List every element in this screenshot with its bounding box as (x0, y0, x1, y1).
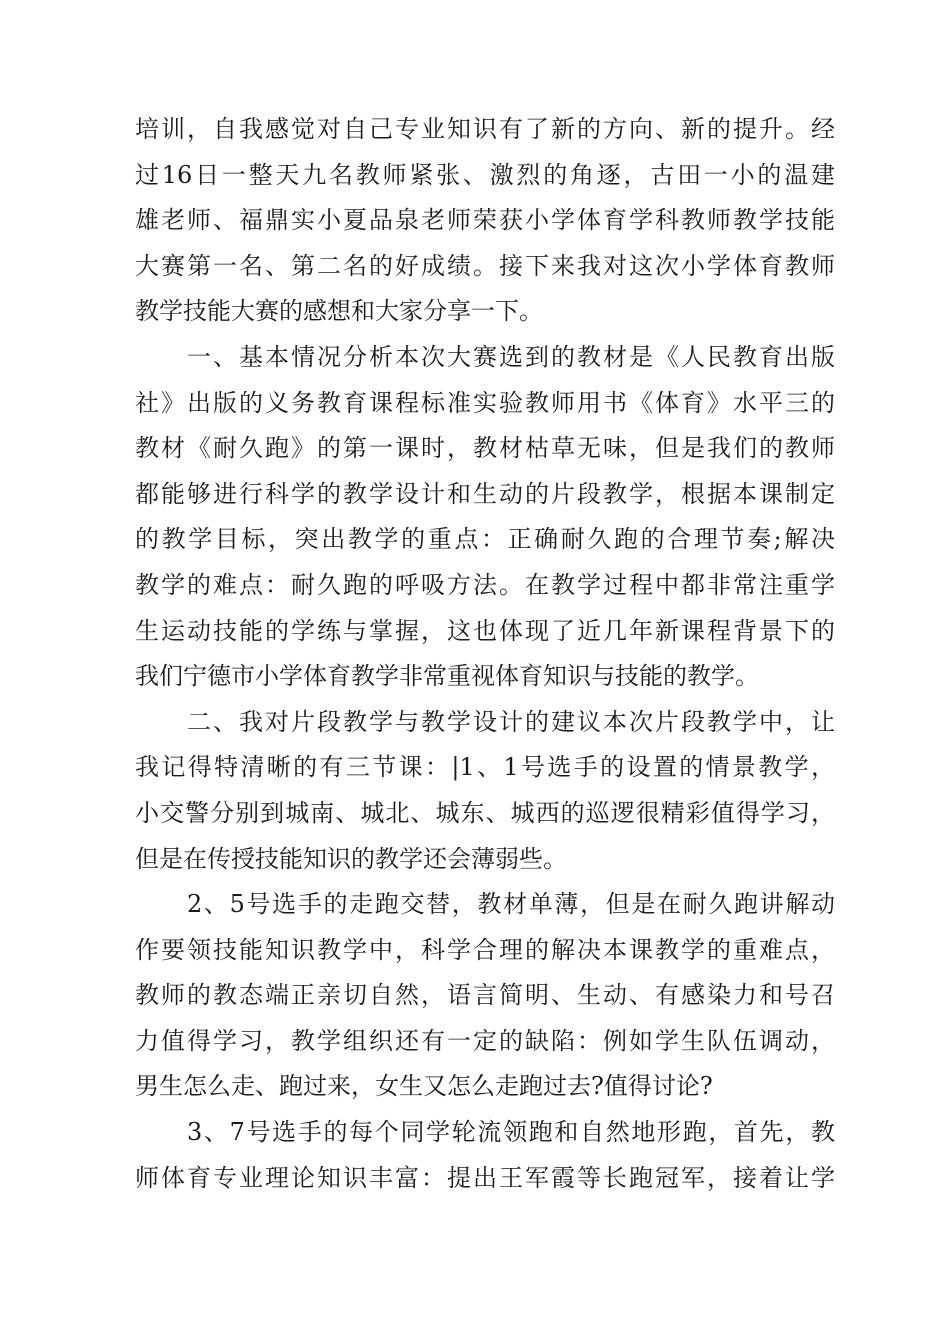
text-line: 作要领技能知识教学中，科学合理的解决本课教学的重难点， (135, 935, 835, 964)
paragraph-first-line: 一、基本情况分析本次大赛选到的教材是《人民教育出版 (187, 342, 835, 371)
text-line: 教学技能大赛的感想和大家分享一下。 (135, 297, 543, 326)
text-line: 教材《耐久跑》的第一课时，教材枯草无味，但是我们的教师 (135, 434, 835, 463)
paragraph-first-line: 2、5号选手的走跑交替，教材单薄，但是在耐久跑讲解动 (187, 890, 835, 919)
text-line: 社》出版的义务教育课程标准实验教师用书《体育》水平三的 (135, 388, 835, 417)
text-line: 培训，自我感觉对自己专业知识有了新的方向、新的提升。经 (135, 115, 835, 143)
text-line: 我记得特清晰的有三节课：|1、1号选手的设置的情景教学， (135, 753, 835, 782)
text-line: 我们宁德市小学体育教学非常重视体育知识与技能的教学。 (135, 662, 759, 691)
text-line: 师体育专业理论知识丰富：提出王军霞等长跑冠军，接着让学 (135, 1163, 835, 1192)
text-line: 小交警分别到城南、城北、城东、城西的巡逻很精彩值得学习， (135, 798, 835, 827)
text-line: 大赛第一名、第二名的好成绩。接下来我对这次小学体育教师 (135, 251, 835, 280)
paragraph-first-line: 二、我对片段教学与教学设计的建议本次片段教学中，让 (187, 707, 835, 736)
text-line: 都能够进行科学的教学设计和生动的片段教学，根据本课制定 (135, 479, 835, 508)
document-body (135, 107, 835, 1201)
text-line: 的教学目标，突出教学的重点：正确耐久跑的合理节奏;解决 (135, 525, 835, 554)
text-line: 力值得学习，教学组织还有一定的缺陷：例如学生队伍调动， (135, 1026, 835, 1055)
text-line: 雄老师、福鼎实小夏品泉老师荣获小学体育学科教师教学技能 (135, 206, 835, 235)
text-line: 教学的难点：耐久跑的呼吸方法。在教学过程中都非常注重学 (135, 570, 835, 599)
text-line: 男生怎么走、跑过来，女生又怎么走跑过去?值得讨论? (135, 1072, 713, 1101)
text-line: 生运动技能的学练与掌握，这也体现了近几年新课程背景下的 (135, 616, 835, 645)
text-line: 过16日一整天九名教师紧张、激烈的角逐，古田一小的温建 (135, 160, 835, 189)
text-line: 但是在传授技能知识的教学还会薄弱些。 (135, 844, 567, 873)
paragraph-first-line: 3、7号选手的每个同学轮流领跑和自然地形跑，首先，教 (187, 1118, 835, 1147)
text-line: 教师的教态端正亲切自然，语言简明、生动、有感染力和号召 (135, 981, 835, 1010)
